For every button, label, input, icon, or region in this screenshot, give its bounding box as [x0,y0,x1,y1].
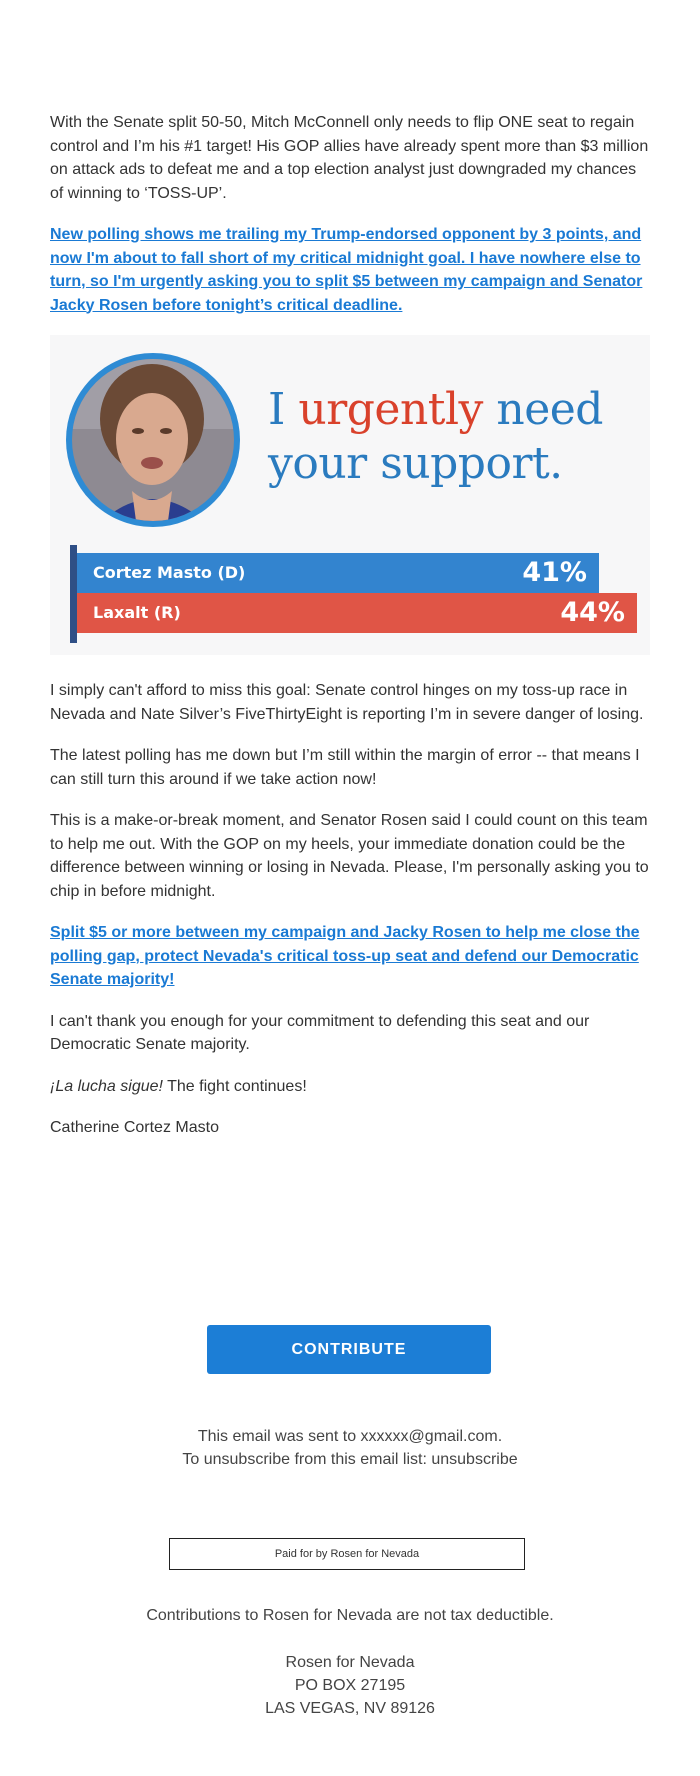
paragraph-appeal: This is a make-or-break moment, and Senator Rosen said I could count on this team to help me out. With the GOP on my heels, your immediate donation could be the difference between winning or losing in Nevada. Please, I'm personally asking you to chip in before midnight. [50,812,649,900]
unsubscribe-link[interactable]: To unsubscribe from this email list: unsubscribe [182,1451,518,1468]
poll-banner[interactable] [50,335,650,655]
email-body [50,111,650,1158]
donate-link-top[interactable]: New polling shows me trailing my Trump-endorsed opponent by 3 points, and now I'm about to fall short of my critical midnight goal. I have nowhere else to turn, so I'm urgently asking you to split $5 between my campaign and Senator Jacky Rosen before tonight’s critical deadline. [50,226,643,314]
address-org: Rosen for Nevada [285,1654,415,1671]
closing-line: ¡La lucha sigue! The fight continues! [50,1077,307,1095]
poll-bar-value: 41% [522,557,587,588]
poll-bar-republican [77,593,637,633]
paragraph-thanks: I can't thank you enough for your commitment to defending this seat and our Democratic Senate majority. [50,1012,590,1053]
donate-link-bottom[interactable]: Split $5 or more between my campaign and Jacky Rosen to help me close the polling gap, protect Nevada's critical toss-up seat and defend our Democratic Senate majority! [50,924,640,988]
poll-axis-rule [70,545,77,643]
sent-to-text: This email was sent to xxxxxx@gmail.com. [197,1428,503,1445]
contribute-button[interactable]: CONTRIBUTE [207,1325,491,1374]
poll-bar-value: 44% [560,597,625,628]
address-city: LAS VEGAS, NV 89126 [265,1700,435,1717]
banner-headline: I urgently need your support. [268,384,603,489]
poll-bar-democrat [77,553,599,593]
tax-note: Contributions to Rosen for Nevada are not tax deductible. [146,1607,554,1624]
intro-paragraph: With the Senate split 50-50, Mitch McConnell only needs to flip ONE seat to regain control and I’m his #1 target! His GOP allies have already spent more than $3 million on attack ads to defeat me and a top election analyst just downgraded my chances of winning to ‘TOSS-UP’. [50,114,649,202]
paragraph-goal: I simply can't afford to miss this goal: Senate control hinges on my toss-up race in Nevada and Nate Silver’s FiveThirtyEight is reporting I’m in severe danger of losing. [50,682,644,723]
poll-bar-name: Cortez Masto (D) [93,563,246,582]
candidate-photo [66,353,240,527]
poll-bar-name: Laxalt (R) [93,603,181,622]
paid-for-disclaimer: Paid for by Rosen for Nevada [169,1538,525,1570]
address-po-box: PO BOX 27195 [294,1677,406,1694]
paragraph-polling: The latest polling has me down but I’m still within the margin of error -- that means I can still turn this around if we take action now! [50,747,640,788]
signature: Catherine Cortez Masto [50,1119,219,1136]
